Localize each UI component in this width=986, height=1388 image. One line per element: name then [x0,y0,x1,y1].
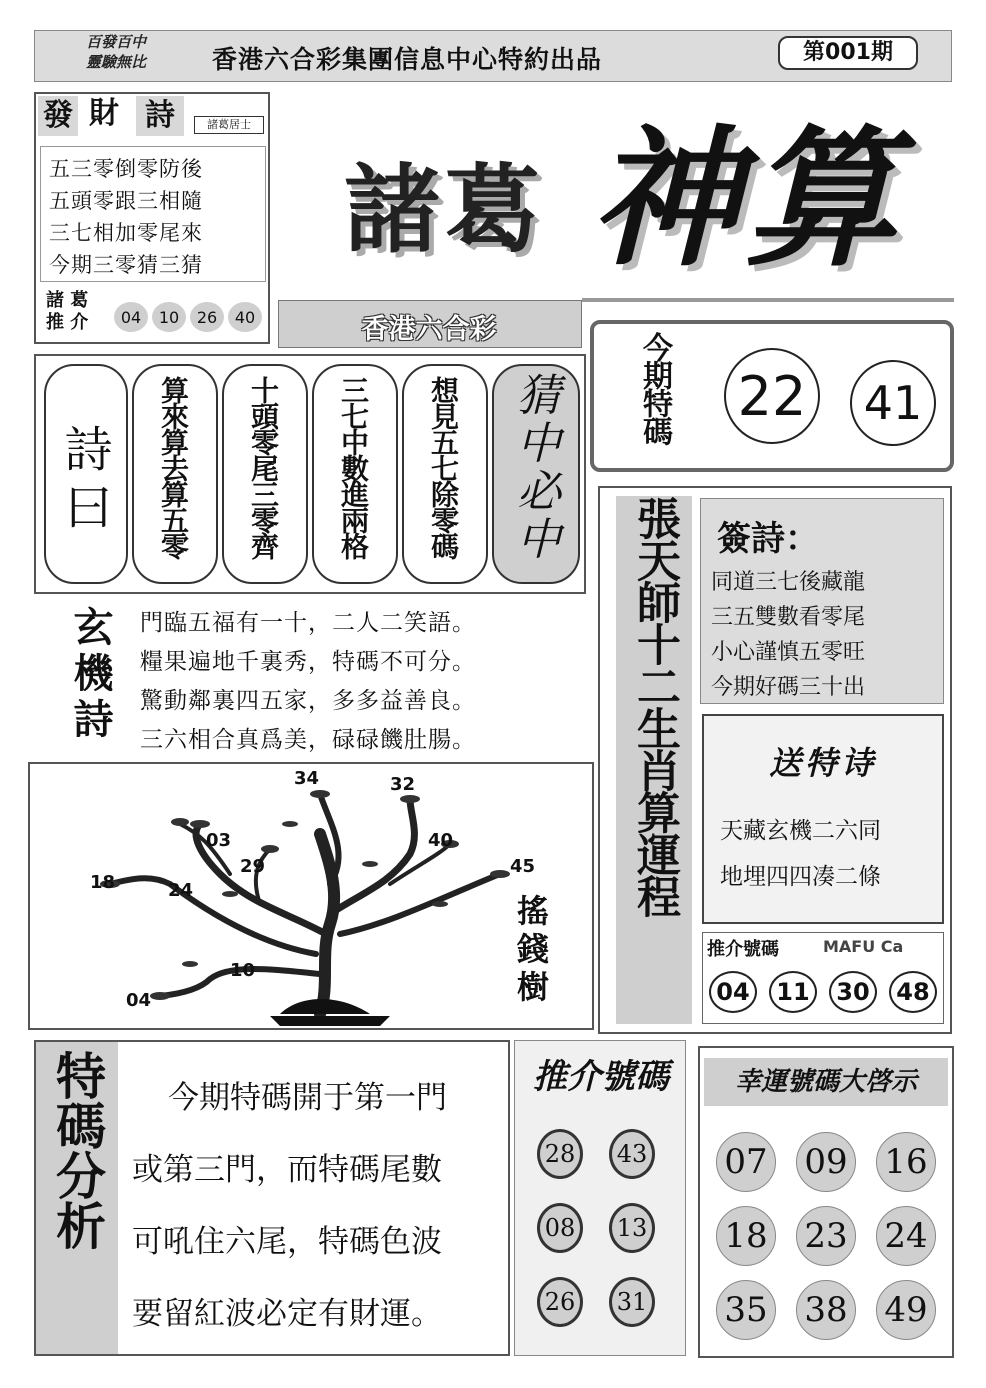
gift-poem-lines [720,808,940,900]
tree-number: 24 [168,880,194,901]
tree-number: 40 [428,830,454,851]
number-ball: 04 [114,302,148,332]
recommend-title: 推介號碼 [533,1057,669,1097]
special-ball: 22 [724,348,820,444]
analysis-lines [132,1062,502,1350]
recommend-ball: 08 [537,1203,583,1253]
special-code-panel [590,320,954,472]
lucky-ball: 38 [796,1280,856,1340]
analysis-line: 要留紅波必定有財運。 [132,1296,442,1332]
lucky-ball: 18 [716,1206,776,1266]
tree-number: 18 [90,872,116,893]
mystic-line: 門臨五福有一十，二人二笑語。 [140,610,476,636]
masthead-title-left: 諸葛 [344,154,544,266]
number-ball: 10 [152,302,186,332]
sign-poem-line: 同道三七後藏龍 [711,570,866,595]
recommend-ball: 31 [609,1277,655,1327]
fortune-line: 五三零倒零防後 [49,157,203,181]
fortune-tab: 發 [38,96,78,136]
zodiac-panel [598,486,952,1034]
mystic-line: 三六相合真爲美，碌碌饑肚腸。 [140,727,476,753]
special-code-label: 今期特碼 [637,332,672,444]
analysis-line: 或第三門，而特碼尾數 [132,1152,442,1188]
masthead [274,84,954,306]
lucky-ball: 24 [876,1206,936,1266]
tree-number: 32 [390,774,416,795]
zodiac-recommend-tag: MAFU Ca [823,937,904,956]
masthead-subtitle: 香港六合彩 [361,314,497,345]
tree-number: 10 [230,960,256,981]
lucky-ball: 09 [796,1132,856,1192]
fortune-lines [40,146,266,282]
analysis-panel [34,1040,510,1356]
publisher-title: 香港六合彩集團信息中心特約出品 [212,45,603,74]
sign-poem-line: 三五雙數看零尾 [711,605,866,630]
zodiac-ball: 48 [889,971,937,1013]
special-ball: 41 [850,360,936,446]
tree-number: 45 [510,856,536,877]
zodiac-recommend-label: 推介號碼 [707,939,779,960]
tree-number: 04 [126,990,152,1011]
masthead-subtitle-bar [278,300,582,348]
lucky-title: 幸運號碼大啓示 [704,1058,948,1106]
fortune-line: 五頭零跟三相隨 [49,189,203,213]
header-slogan [50,32,182,80]
lucky-panel [698,1046,954,1358]
money-tree-panel [28,762,594,1030]
issue-badge: 第001期 [778,36,918,70]
gift-poem-line: 天藏玄機二六同 [720,818,881,844]
analysis-line: 可吼住六尾，特碼色波 [132,1224,442,1260]
poem-column-guess: 猜中必中 [492,364,580,584]
zodiac-ball: 30 [829,971,877,1013]
recommend-panel [514,1040,686,1356]
masthead-title-right: 神算 [590,111,903,287]
sign-poem-line: 小心謹慎五零旺 [711,640,866,665]
gift-poem-line: 地埋四四凑二條 [720,864,881,890]
mystic-line: 驚動鄰裏四五家，多多益善良。 [140,688,476,714]
lucky-ball: 07 [716,1132,776,1192]
poem-columns-panel [34,354,586,594]
sign-poem-line: 今期好碼三十出 [711,675,866,700]
gift-poem-box [702,714,944,924]
sign-poem-box [700,498,944,704]
money-tree-label: 搖錢樹 [512,894,550,1008]
zodiac-ball: 04 [709,971,757,1013]
recommend-label-line: 諸 葛 [46,290,89,311]
analysis-line: 今期特碼開于第一門 [168,1080,447,1116]
recommend-label-line: 推 介 [46,312,89,333]
slogan-top: 百發百中 [85,33,146,51]
poem-column-title: 詩曰 [44,364,128,584]
fortune-tabs [36,94,268,138]
recommend-ball: 43 [609,1129,655,1179]
fortune-tab: 詩 [136,96,184,136]
tree-number: 29 [240,856,266,877]
sign-poem-title: 簽詩： [717,519,819,559]
fortune-author: 諸葛居士 [194,116,264,134]
lucky-ball: 35 [716,1280,776,1340]
lucky-ball: 49 [876,1280,936,1340]
number-ball: 26 [190,302,224,332]
fortune-recommend-label [46,290,110,338]
fortune-numbers [114,302,264,334]
recommend-ball: 13 [609,1203,655,1253]
zodiac-ball: 11 [769,971,817,1013]
gift-poem-title: 送特诗 [768,744,877,782]
poem-column: 十頭零尾三零齊 [222,364,308,584]
masthead-rule [582,298,954,302]
number-ball: 40 [228,302,262,332]
mystic-poem-title: 玄機詩 [67,606,113,744]
poem-column: 三七中數進兩格 [312,364,398,584]
lucky-ball: 16 [876,1132,936,1192]
fortune-tab: 財 [84,94,124,134]
poem-column: 想見五七除零碼 [402,364,488,584]
tree-number: 03 [206,830,232,851]
fortune-line: 今期三零猜三猜 [49,253,203,277]
mystic-line: 糧果遍地千裏秀，特碼不可分。 [140,649,476,675]
slogan-bottom: 靈驗無比 [85,53,146,71]
zodiac-recommend [702,932,944,1024]
recommend-ball: 26 [537,1277,583,1327]
lucky-ball: 23 [796,1206,856,1266]
zodiac-title: 張天師十二生肖算運程 [616,496,692,1024]
analysis-title: 特碼分析 [36,1042,118,1354]
poem-column: 算來算去算五零 [132,364,218,584]
tree-number: 34 [294,768,320,789]
fortune-line: 三七相加零尾來 [49,221,203,245]
mystic-poem-lines [140,604,588,760]
recommend-ball: 28 [537,1129,583,1179]
fortune-poem-panel [34,92,270,344]
sign-poem-lines [711,565,941,705]
